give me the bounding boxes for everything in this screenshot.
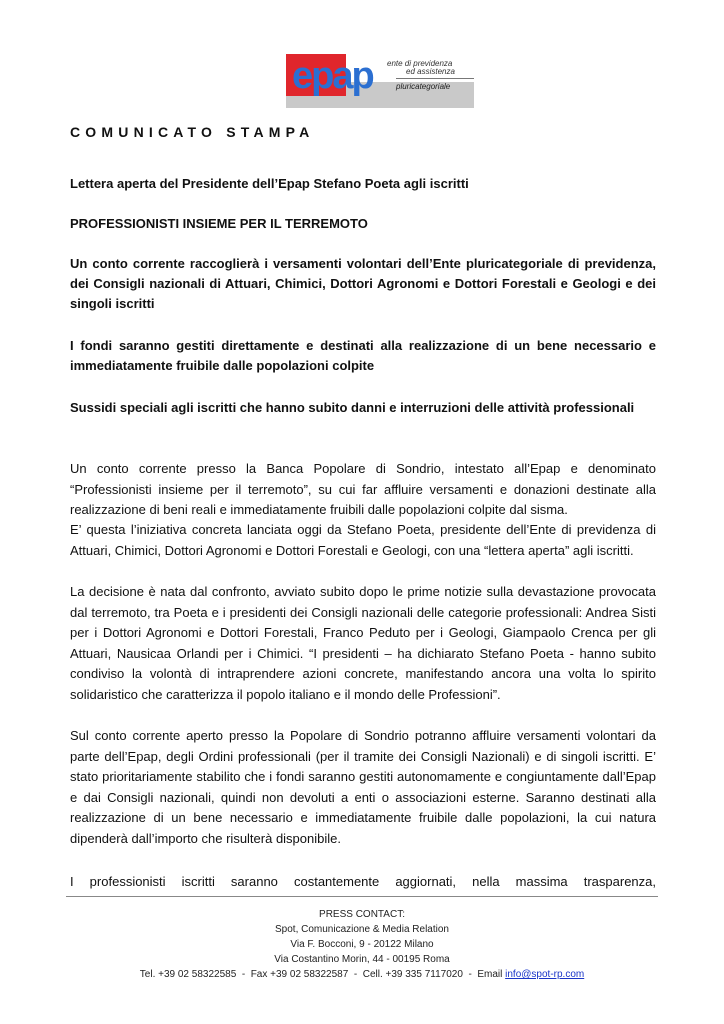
press-contact-footer (0, 907, 724, 982)
epap-logo (286, 54, 474, 108)
document-title: COMUNICATO STAMPA (70, 124, 315, 140)
paragraph-5: I professionisti iscritti saranno costantemente aggiornati, nella massima trasparenza, (70, 874, 656, 889)
logo-wordmark: epap (292, 55, 373, 97)
paragraph-4: Sul conto corrente aperto presso la Popolare di Sondrio potranno affluire versamenti volontari da parte dell’Epap, degli Ordini professionali (per il tramite dei Consigli Nazionali) e di singoli iscritti. E’ stato prioritariamente stabilito che i fondi saranno gestiti autonomamente e congiuntamente dall’Epap e dai Consigli nazionali, quindi non devoluti a enti o associazioni esterne. Saranno destinati alla realizzazione di un bene necessario e immediatamente fruibile dalle popolazioni, la cui natura dipenderà dall’importo che risulterà disponibile. (70, 728, 656, 846)
headline: PROFESSIONISTI INSIEME PER IL TERREMOTO (70, 216, 368, 231)
logo-tagline-3: pluricategoriale (396, 82, 451, 91)
paragraph-1: Un conto corrente presso la Banca Popolare di Sondrio, intestato all’Epap e denominato “Professionisti insieme per il terremoto”, su cui far affluire versamenti e donazioni destinate alla realizzazione di beni reali e immediatamente fruibili dalle popolazioni colpite dal sisma. (70, 461, 656, 517)
summary-2: I fondi saranno gestiti direttamente e destinati alla realizzazione di un bene necessario e immediatamente fruibile dalle popolazioni colpite (70, 338, 656, 373)
footer-heading: PRESS CONTACT: (319, 909, 405, 920)
logo-divider (396, 78, 474, 79)
footer-email-link[interactable]: info@spot-rp.com (505, 969, 585, 980)
paragraph-2: E’ questa l’iniziativa concreta lanciata oggi da Stefano Poeta, presidente dell’Ente di previdenza di Attuari, Chimici, Dottori Agronomi e Dottori Forestali e Geologi, con una “lettera aperta” agli iscritti. (70, 522, 656, 558)
subtitle-lettera: Lettera aperta del Presidente dell’Epap Stefano Poeta agli iscritti (70, 176, 469, 191)
footer-divider (66, 896, 658, 897)
logo-tagline-2: ed assistenza (406, 67, 455, 76)
logo-tagline-1: ente di previdenza (387, 59, 453, 68)
paragraph-3: La decisione è nata dal confronto, avviato subito dopo le prime notizie sulla devastazione provocata dal terremoto, tra Poeta e i presidenti dei Consigli nazionali delle categorie professionali: Andrea Sisti per i Dottori Agronomi e Dottori Forestali, Franco Peduto per i Geologi, Giampaolo Crenca per gli Attuari, Nausicaa Orlandi per i Chimici. “I presidenti – ha dichiarato Stefano Poeta - hanno subito condiviso la volontà di intraprendere azioni concrete, manifestando ancora una volta lo spirito solidaristico che caratterizza il popolo italiano e il mondo delle Professioni”. (70, 584, 656, 702)
summary-1: Un conto corrente raccoglierà i versamenti volontari dell’Ente pluricategoriale di previdenza, dei Consigli nazionali di Attuari, Chimici, Dottori Agronomi e Dottori Forestali e Geologi e dei singoli iscritti (70, 256, 656, 311)
footer-address-roma: Via Costantino Morin, 44 - 00195 Roma (274, 954, 450, 965)
footer-address-milano: Via F. Bocconi, 9 - 20122 Milano (290, 939, 434, 950)
footer-contacts: Tel. +39 02 58322585 - Fax +39 02 58322587 - Cell. +39 335 7117020 - Email (139, 969, 503, 980)
footer-contacts-line (0, 967, 724, 982)
footer-agency: Spot, Comunicazione & Media Relation (275, 924, 449, 935)
summary-3: Sussidi speciali agli iscritti che hanno subito danni e interruzioni delle attività professionali (70, 400, 635, 415)
